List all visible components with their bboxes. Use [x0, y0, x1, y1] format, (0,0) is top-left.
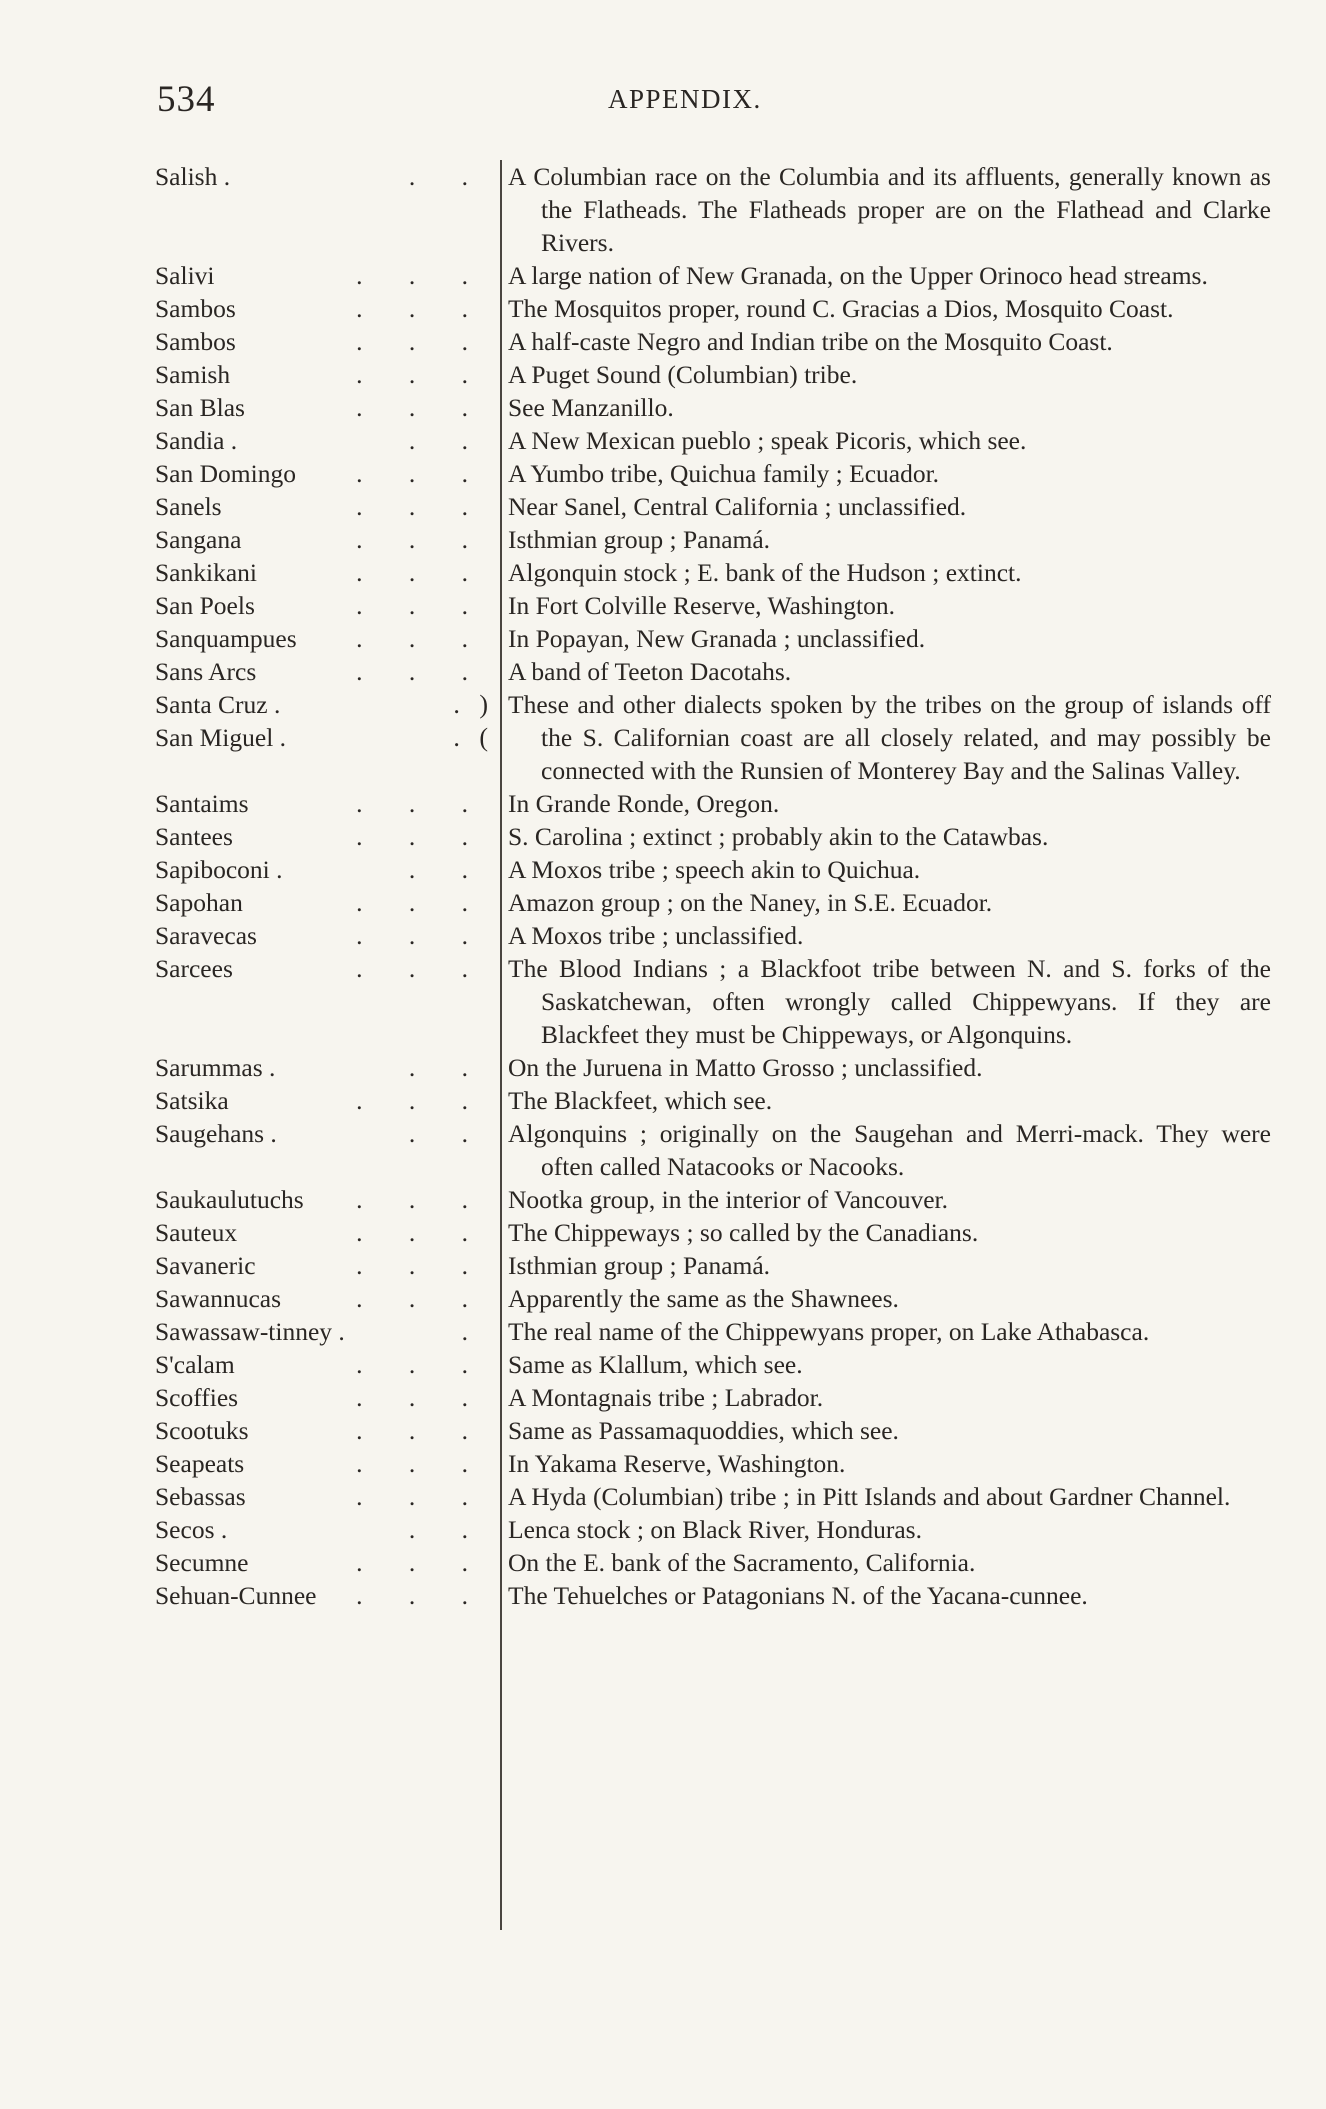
- entry-row: [155, 886, 1245, 919]
- dot-leader: . . .: [356, 822, 488, 851]
- dot-leader: . .: [408, 1053, 488, 1082]
- entry-description: Lenca stock ; on Black River, Honduras.: [508, 1515, 922, 1544]
- entry-row: [155, 820, 1245, 853]
- glossary-list: [155, 160, 1271, 1612]
- entry-row: [155, 424, 1245, 457]
- running-head: APPENDIX.: [608, 84, 762, 114]
- entry-description: Amazon group ; on the Naney, in S.E. Ecuador.: [508, 888, 993, 917]
- entry-row: [155, 1348, 1245, 1381]
- entry-term-text: Saugehans .: [155, 1119, 277, 1148]
- dot-leader: . . .: [356, 1185, 488, 1214]
- entry-term-text: Sapohan: [155, 888, 243, 917]
- entry-term-text: Sanels: [155, 492, 222, 521]
- entry-row: [155, 1249, 1245, 1282]
- entry-description: The Blackfeet, which see.: [508, 1086, 773, 1115]
- entry-row: [155, 391, 1245, 424]
- entry-term-text: Sankikani: [155, 558, 257, 587]
- entry-term: [155, 1546, 488, 1579]
- dot-leader: . . .: [356, 360, 488, 389]
- entry-term: [155, 1381, 488, 1414]
- entry-term-text: Sauteux: [155, 1218, 238, 1247]
- entry-term-text: Scoffies: [155, 1383, 239, 1412]
- entry-term: [155, 490, 488, 523]
- entry-term: [155, 1480, 488, 1513]
- entry-term-text: Sandia .: [155, 426, 238, 455]
- entry-row: [155, 1117, 1271, 1183]
- dot-leader: . . .: [356, 1482, 488, 1511]
- page-number: 534: [157, 79, 216, 120]
- entry-term-text: Sarcees: [155, 954, 233, 983]
- dot-leader: . .: [408, 426, 488, 455]
- dot-leader: . . .: [356, 921, 488, 950]
- entry-term: [155, 1447, 488, 1480]
- dot-leader: . . .: [356, 1416, 488, 1445]
- entry-term: [155, 1348, 488, 1381]
- entry-description: The real name of the Chippewyans proper, on Lake Athabasca.: [508, 1317, 1150, 1346]
- dot-leader: . . .: [356, 1581, 488, 1610]
- entry-term-text: San Domingo: [155, 459, 296, 488]
- entry-term: [155, 688, 488, 787]
- entry-term-text: S'calam: [155, 1350, 235, 1379]
- entry-row: [155, 589, 1245, 622]
- entry-description: Near Sanel, Central California ; unclassified.: [508, 492, 967, 521]
- entry-term-text: Secos .: [155, 1515, 228, 1544]
- entry-description: Isthmian group ; Panamá.: [508, 1251, 771, 1280]
- entry-term-text: Satsika: [155, 1086, 229, 1115]
- entry-term-text: Salish .: [155, 162, 231, 191]
- entry-term: [155, 325, 488, 358]
- entry-description: A Yumbo tribe, Quichua family ; Ecuador.: [508, 459, 940, 488]
- entry-description: A large nation of New Granada, on the Upper Orinoco head streams.: [508, 261, 1208, 290]
- entry-row: [155, 1447, 1245, 1480]
- entry-term: [155, 787, 488, 820]
- entry-row: [155, 1315, 1245, 1348]
- entry-term-text: Sanquampues: [155, 624, 297, 653]
- entry-term-text: San Blas: [155, 393, 245, 422]
- entry-description: A half-caste Negro and Indian tribe on the Mosquito Coast.: [508, 327, 1113, 356]
- entry-description: See Manzanillo.: [508, 393, 674, 422]
- entry-term-text: San Poels: [155, 591, 255, 620]
- entry-row: [155, 1480, 1245, 1513]
- entry-term-text: Sambos: [155, 294, 236, 323]
- entry-term: [155, 1315, 488, 1348]
- entry-term: [155, 556, 488, 589]
- entry-row: [155, 1579, 1245, 1612]
- entry-term: [155, 1414, 488, 1447]
- entry-term-text: Saravecas: [155, 921, 257, 950]
- entry-row: [155, 919, 1245, 952]
- dot-leader: . .: [408, 162, 488, 191]
- dot-leader: . . .: [356, 459, 488, 488]
- entry-description: In Yakama Reserve, Washington.: [508, 1449, 846, 1478]
- entry-description: In Popayan, New Granada ; unclassified.: [508, 624, 926, 653]
- entry-term: [155, 160, 488, 259]
- dot-leader: . . .: [356, 294, 488, 323]
- entry-row: [155, 523, 1245, 556]
- entry-row: [155, 325, 1245, 358]
- entry-row: [155, 622, 1245, 655]
- entry-term-text: Santaims: [155, 789, 249, 818]
- entry-description: These and other dialects spoken by the tribes on the group of islands off the S. Californian coast are all closely related, and may possibly be connected with the Runsien of Monterey Bay and the Salinas Valley.: [508, 690, 1271, 785]
- entry-description: The Chippeways ; so called by the Canadians.: [508, 1218, 979, 1247]
- entry-description: A New Mexican pueblo ; speak Picoris, which see.: [508, 426, 1027, 455]
- entry-row: [155, 655, 1245, 688]
- entry-description: A Montagnais tribe ; Labrador.: [508, 1383, 824, 1412]
- entry-description: Same as Passamaquoddies, which see.: [508, 1416, 899, 1445]
- entry-description: A Moxos tribe ; unclassified.: [508, 921, 804, 950]
- dot-leader: . . .: [356, 657, 488, 686]
- entry-term-text: Sambos: [155, 327, 236, 356]
- dot-leader: . .: [408, 1119, 488, 1148]
- entry-term: [155, 424, 488, 457]
- entry-term: [155, 820, 488, 853]
- entry-term-text: Sehuan-Cunnee: [155, 1581, 317, 1610]
- dot-leader: . . .: [356, 558, 488, 587]
- entry-term: [155, 1513, 488, 1546]
- entry-row: [155, 457, 1245, 490]
- entry-row: [155, 853, 1245, 886]
- entry-term: [155, 1282, 488, 1315]
- dot-leader: . . .: [356, 1350, 488, 1379]
- entry-term: [155, 358, 488, 391]
- entry-term-text: Sapiboconi .: [155, 855, 283, 884]
- dot-leader: .: [461, 1317, 488, 1346]
- entry-term: [155, 919, 488, 952]
- dot-leader: . . .: [356, 789, 488, 818]
- dot-leader: . . .: [356, 1383, 488, 1412]
- entry-term: [155, 457, 488, 490]
- entry-description: In Grande Ronde, Oregon.: [508, 789, 780, 818]
- entry-row: [155, 688, 1271, 787]
- entry-row: [155, 1282, 1245, 1315]
- entry-row: [155, 259, 1245, 292]
- dot-leader: . . .: [356, 525, 488, 554]
- dot-leader: . . .: [356, 1086, 488, 1115]
- entry-row: [155, 292, 1245, 325]
- entry-description: In Fort Colville Reserve, Washington.: [508, 591, 896, 620]
- dot-leader: . . .: [356, 261, 488, 290]
- entry-description: Apparently the same as the Shawnees.: [508, 1284, 899, 1313]
- entry-row: [155, 787, 1245, 820]
- entry-term: [155, 655, 488, 688]
- entry-term: [155, 589, 488, 622]
- entry-term-text: Sawannucas: [155, 1284, 282, 1313]
- entry-term-text: Seapeats: [155, 1449, 245, 1478]
- entry-row: [155, 1513, 1245, 1546]
- dot-leader: . . .: [356, 1251, 488, 1280]
- dot-leader: . . .: [356, 591, 488, 620]
- entry-description: Nootka group, in the interior of Vancouver.: [508, 1185, 949, 1214]
- entry-term-text: Savaneric: [155, 1251, 256, 1280]
- dot-leader: . . .: [356, 1284, 488, 1313]
- entry-description: Algonquin stock ; E. bank of the Hudson ; extinct.: [508, 558, 1022, 587]
- entry-term: [155, 853, 488, 886]
- dot-leader: . . .: [356, 624, 488, 653]
- entry-term: [155, 1117, 488, 1183]
- entry-description: A Moxos tribe ; speech akin to Quichua.: [508, 855, 921, 884]
- entry-description: S. Carolina ; extinct ; probably akin to the Catawbas.: [508, 822, 1049, 851]
- entry-row: [155, 490, 1245, 523]
- dot-leader: . . .: [356, 492, 488, 521]
- entry-term: [155, 1579, 488, 1612]
- entry-term-text: Salivi: [155, 261, 215, 290]
- entry-description: The Blood Indians ; a Blackfoot tribe between N. and S. forks of the Saskatchewan, often wrongly called Chippewyans. If they are Blackfeet they must be Chippeways, or Algonquins.: [508, 954, 1271, 1049]
- entry-term-text: Sangana: [155, 525, 242, 554]
- dot-leader: . . .: [356, 327, 488, 356]
- entry-row: [155, 1546, 1245, 1579]
- entry-term: [155, 391, 488, 424]
- entry-term: [155, 259, 488, 292]
- entry-term: [155, 1183, 488, 1216]
- entry-term-text: Sebassas: [155, 1482, 246, 1511]
- entry-description: On the E. bank of the Sacramento, California.: [508, 1548, 976, 1577]
- entry-row: [155, 1183, 1245, 1216]
- entry-row: [155, 1051, 1245, 1084]
- dot-leader: . .: [408, 1515, 488, 1544]
- dot-leader: . . .: [356, 393, 488, 422]
- entry-term-text: Sans Arcs: [155, 657, 257, 686]
- entry-term: [155, 1216, 488, 1249]
- entry-term-text: Sarummas .: [155, 1053, 276, 1082]
- entry-term: [155, 292, 488, 325]
- brace-mark: . ) . (: [453, 690, 488, 752]
- entry-term: [155, 952, 488, 1051]
- entry-description: A Hyda (Columbian) tribe ; in Pitt Islands and about Gardner Channel.: [508, 1482, 1231, 1511]
- entry-term: [155, 1084, 488, 1117]
- entry-term-text: Secumne: [155, 1548, 249, 1577]
- dot-leader: . . .: [356, 1218, 488, 1247]
- entry-row: [155, 358, 1245, 391]
- entry-description: Isthmian group ; Panamá.: [508, 525, 771, 554]
- entry-term-text: Scootuks: [155, 1416, 249, 1445]
- entry-description: On the Juruena in Matto Grosso ; unclassified.: [508, 1053, 983, 1082]
- entry-term: [155, 886, 488, 919]
- dot-leader: . . .: [356, 888, 488, 917]
- entry-description: A band of Teeton Dacotahs.: [508, 657, 792, 686]
- entry-row: [155, 1414, 1245, 1447]
- entry-description: The Mosquitos proper, round C. Gracias a Dios, Mosquito Coast.: [508, 294, 1174, 323]
- entry-description: A Columbian race on the Columbia and its affluents, generally known as the Flatheads. The Flatheads proper are on the Flathead and Clarke Rivers.: [508, 162, 1271, 257]
- entry-row: [155, 160, 1271, 259]
- entry-term-text: Sawassaw-tinney .: [155, 1317, 345, 1346]
- entry-term: [155, 1051, 488, 1084]
- entry-term-text: Saukaulutuchs: [155, 1185, 304, 1214]
- entry-row: [155, 556, 1245, 589]
- dot-leader: . . .: [356, 954, 488, 983]
- dot-leader: . . .: [356, 1449, 488, 1478]
- entry-term: [155, 622, 488, 655]
- entry-description: A Puget Sound (Columbian) tribe.: [508, 360, 858, 389]
- entry-row: [155, 952, 1271, 1051]
- dot-leader: . . .: [356, 1548, 488, 1577]
- entry-description: Algonquins ; originally on the Saugehan and Merri-mack. They were often called Natacooks or Nacooks.: [508, 1119, 1271, 1181]
- entry-row: [155, 1216, 1245, 1249]
- entry-term: [155, 1249, 488, 1282]
- dot-leader: . .: [408, 855, 488, 884]
- entry-row: [155, 1381, 1245, 1414]
- entry-term-text: Samish: [155, 360, 231, 389]
- entry-term-text: Santees: [155, 822, 233, 851]
- entry-row: [155, 1084, 1245, 1117]
- entry-term-text: Santa Cruz .: [155, 690, 281, 719]
- entry-term-text: San Miguel .: [155, 723, 287, 752]
- entry-description: The Tehuelches or Patagonians N. of the Yacana-cunnee.: [508, 1581, 1088, 1610]
- entry-term: [155, 523, 488, 556]
- entry-description: Same as Klallum, which see.: [508, 1350, 803, 1379]
